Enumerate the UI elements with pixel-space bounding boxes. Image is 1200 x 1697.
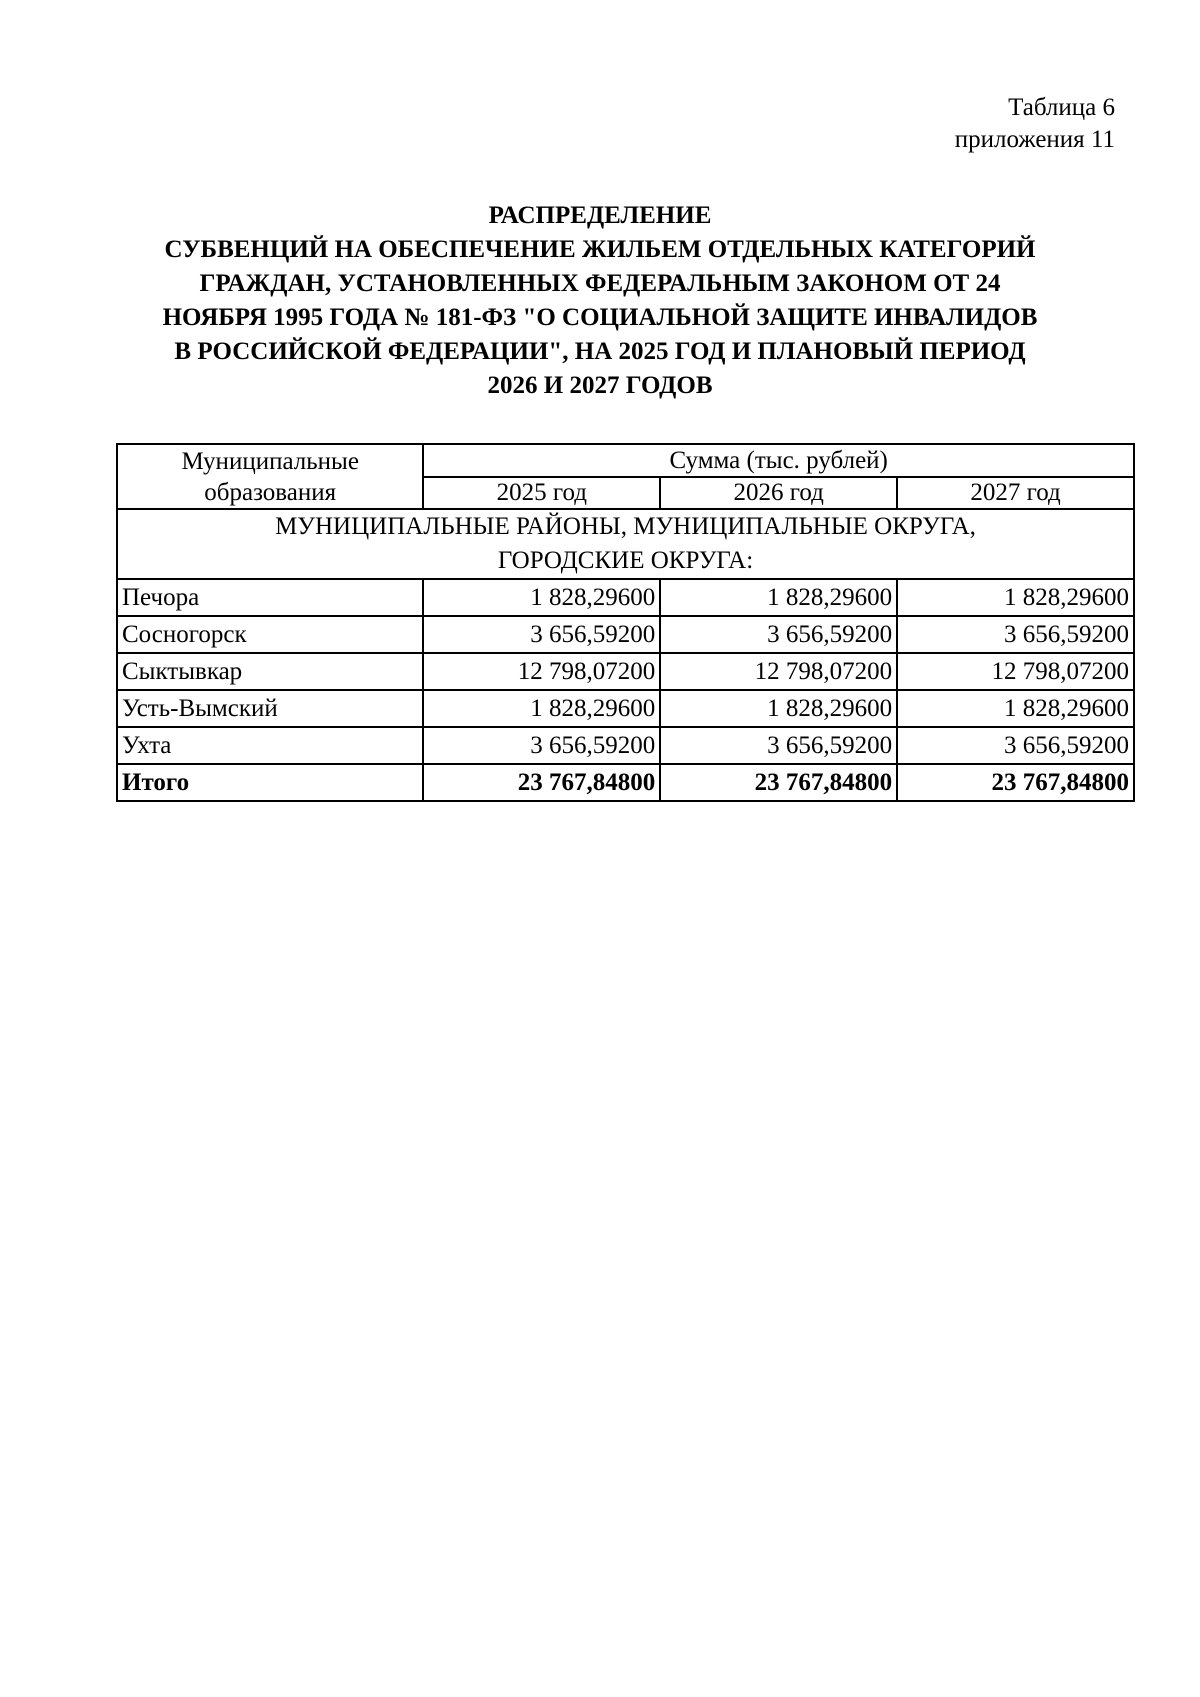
section-title-line: МУНИЦИПАЛЬНЫЕ РАЙОНЫ, МУНИЦИПАЛЬНЫЕ ОКРУГА, — [275, 513, 976, 540]
title-line: В РОССИЙСКОЙ ФЕДЕРАЦИИ", НА 2025 ГОД И ПЛАНОВЫЙ ПЕРИОД — [174, 338, 1026, 365]
row-value-2025: 12 798,07200 — [423, 653, 660, 690]
row-value-2025: 1 828,29600 — [423, 690, 660, 727]
row-value-2027: 1 828,29600 — [897, 579, 1134, 616]
section-title — [117, 509, 1134, 579]
row-value-2026: 1 828,29600 — [660, 690, 897, 727]
row-name: Печора — [117, 579, 423, 616]
title-line: РАСПРЕДЕЛЕНИЕ — [488, 202, 712, 229]
row-value-2025: 3 656,59200 — [423, 727, 660, 764]
row-value-2026: 12 798,07200 — [660, 653, 897, 690]
table-header-row — [117, 444, 1134, 477]
row-value-2025: 3 656,59200 — [423, 616, 660, 653]
row-name: Усть-Вымский — [117, 690, 423, 727]
row-name: Ухта — [117, 727, 423, 764]
total-row — [117, 764, 1134, 801]
row-value-2027: 3 656,59200 — [897, 616, 1134, 653]
total-value-2026: 23 767,84800 — [660, 764, 897, 801]
total-value-2025: 23 767,84800 — [423, 764, 660, 801]
column-header-sum: Сумма (тыс. рублей) — [423, 444, 1134, 477]
column-header-line: образования — [204, 478, 337, 506]
total-value-2027: 23 767,84800 — [897, 764, 1134, 801]
row-value-2026: 3 656,59200 — [660, 727, 897, 764]
section-title-line: ГОРОДСКИЕ ОКРУГА: — [497, 547, 754, 574]
row-name: Сосногорск — [117, 616, 423, 653]
table-reference: Таблица 6 — [1008, 94, 1115, 121]
row-value-2027: 1 828,29600 — [897, 690, 1134, 727]
row-value-2027: 12 798,07200 — [897, 653, 1134, 690]
row-value-2026: 1 828,29600 — [660, 579, 897, 616]
row-name: Сыктывкар — [117, 653, 423, 690]
table-row — [117, 653, 1134, 690]
document-title — [0, 199, 1200, 403]
title-line: ГРАЖДАН, УСТАНОВЛЕННЫХ ФЕДЕРАЛЬНЫМ ЗАКОНОМ ОТ 24 — [199, 270, 1001, 297]
row-value-2027: 3 656,59200 — [897, 727, 1134, 764]
column-header-municipality — [117, 444, 423, 509]
table-row — [117, 579, 1134, 616]
column-header-2025: 2025 год — [423, 477, 660, 509]
table-row — [117, 727, 1134, 764]
total-label: Итого — [117, 764, 423, 801]
column-header-2026: 2026 год — [660, 477, 897, 509]
subvention-table — [116, 443, 1135, 802]
title-line: НОЯБРЯ 1995 ГОДА № 181-ФЗ "О СОЦИАЛЬНОЙ ЗАЩИТЕ ИНВАЛИДОВ — [162, 304, 1038, 331]
document-header — [955, 92, 1115, 156]
column-header-2027: 2027 год — [897, 477, 1134, 509]
appendix-reference: приложения 11 — [954, 126, 1115, 153]
table-row — [117, 690, 1134, 727]
section-row — [117, 509, 1134, 579]
table-row — [117, 616, 1134, 653]
row-value-2026: 3 656,59200 — [660, 616, 897, 653]
column-header-line: Муниципальные — [181, 447, 359, 475]
title-line: СУБВЕНЦИЙ НА ОБЕСПЕЧЕНИЕ ЖИЛЬЕМ ОТДЕЛЬНЫХ КАТЕГОРИЙ — [164, 236, 1036, 263]
title-line: 2026 И 2027 ГОДОВ — [487, 372, 713, 399]
row-value-2025: 1 828,29600 — [423, 579, 660, 616]
